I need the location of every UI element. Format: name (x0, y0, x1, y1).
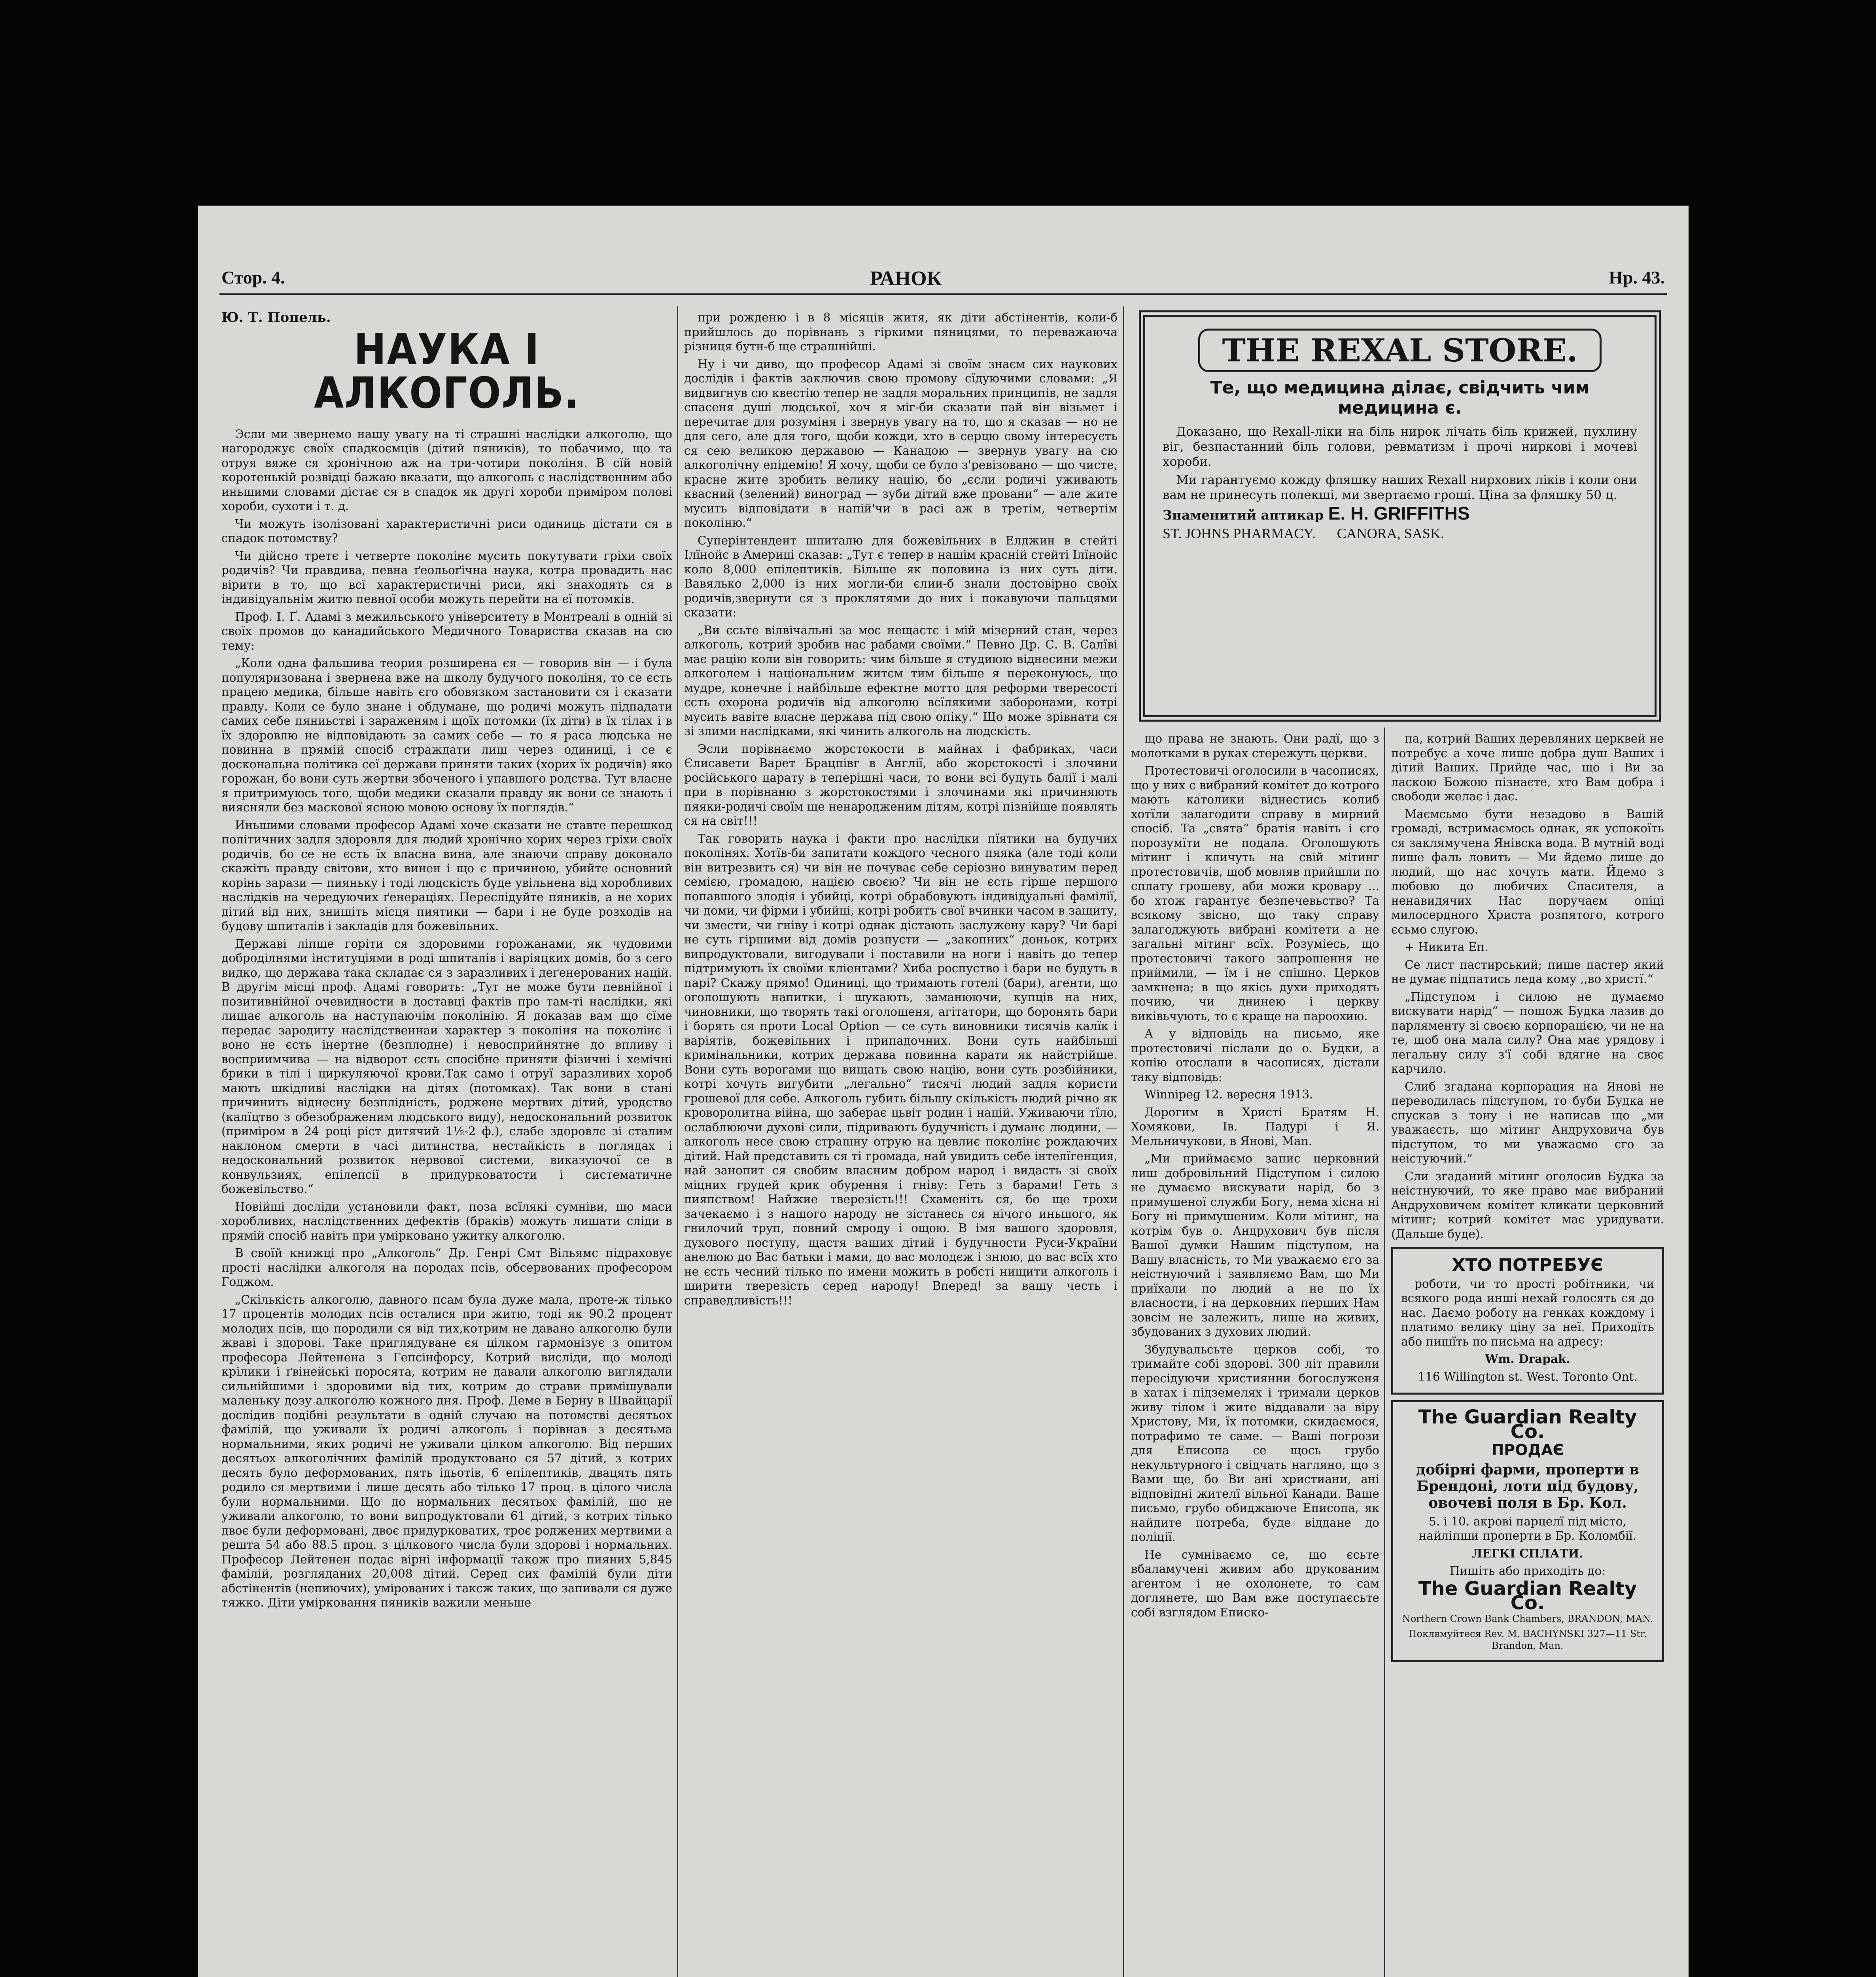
article-paragraph: В своїй книжці про „Алкоголь“ Др. Генрі Смт Вільямс підраховує прості наслідки алкоголя на породах псів, обсервованих професором Годжом. (221, 1246, 672, 1289)
wanted-ad (1391, 1247, 1664, 1395)
article-paragraph: Эсли порівнаємо жорстокости в майнах і фабриках, часи Єлисавети Варет Брацпівг в Англії, або жорстокості і злочини російського царату в теперішні часи, то вони всі будуть балії і малі при в порівнаню з жорстокостями і злочинами які причиняють пяяки-родичі своїм ще ненародженим дітям, котрі пізнійше появлять ся на світ!!! (684, 742, 1118, 828)
article-paragraph: „Коли одна фальшива теория розширена єя — говорив він — і була популяризована і звернена вже на школу будучого поколіня, то се єсть працею медика, більше навіть єго обовязком застановити ся і сказати правду. Коли се було знане і обдумане, що родичі можуть підпадати самих себе пяниьстві і зараженям і щоїх потомки (їх діти) в їх тілах і в їх здоровлю не відповідають за самих себе — то я раса людська не повинна в прямій спосіб страждати лиш через одиниці, і се є доскональна політика сеї держави приняти таких (хорих їх родичів) яко горожан, бо вони суть жертви збоченого і упавшого родства. Тут власне я притримуюсь того, щоби медики сказали правду як вони се знають і виясняли без маскової ясною мовою основу їх поглядів.“ (221, 656, 672, 814)
article-paragraph: Ну і чи диво, що професор Адамі зі своїм знаєм сих наукових дослідів і фактів заключив свою промову сїдуючими словами: „Я видвигнув сю квестію тепер не задля моральних принципів, не задля спасеня душі людської, хоч я міг-би сказати пай він візьмет і перечитає для розуміня і звернув увагу на то, що я сказав — но не для сего, але для того, щоби кожди, хто в серцю свому інтересуєть ся сею великою державою — Канадою — звернув увагу на сю алкоголічну епідемію! Я хочу, щоби се було з'ревізовано — що чисте, красне жите зробить велику націю, бо „єсли родичі уживають квасний (зелений) виноград — зуби дітий вже провани“ — але жите мусить відповідати в напій'чи в расі аж в третім, четвертім поколіню.“ (684, 357, 1118, 529)
article-column-1 (221, 310, 672, 1977)
article-paragraph: при рожденю і в 8 місяців житя, як діти абстінентів, коли-б прийшлось до порівнань з гіркими пяницями, то переважаюча різниця бутн-б ще страшнійші. (684, 311, 1118, 353)
letter-paragraph: „Ми приймаємо запис церковний лиш добровільний Підступом і силою не думаємо вискувати нарід, бо з примушеної служби Богу, нема хісна ні Богу ні примушеним. Коли мітинг, на котрім був о. Андрухович був після Вашої думки Нашим підступом, на Вашу власність, то Ми уважаємо єго за неістнуючий і заявляємо Вам, що Ми приїхали по людий а не по їх власности, і на дерковних перших Нам зовсім не залежить, лише на живих, збудованих з духових людий. (1131, 1152, 1379, 1338)
letter-paragraph: Не сумніваємо се, що єсьте вбаламучені живим або друкованим агентом і не охолонете, то сам доглянете, що Вам вже поступаєсьте собі взглядом Еписко- (1131, 1548, 1379, 1619)
newspaper-page (198, 206, 1689, 1977)
article-paragraph: Суперінтендент шпиталю для божевільних в Елджин в стейті Ілїнойс в Америці сказав: „Тут є тепер в нашім красній стейті Ілїнойс коло 8,000 епілептиків. Більше як половина із них суть діти. Вавялько 2,000 із них могли-би єлии-б знали достовірно своїх родичів,звернути ся з проклятями до них і покавуючи пальцями сказати: (684, 533, 1118, 619)
guardian-office: Northern Crown Bank Chambers, BRANDON, MAN. (1402, 1613, 1653, 1624)
letter-paragraph: Протестовичі оголосили в часописях, що у них є вибраний комітет до котрого мають католики віднестись колиб хотїли залагодити справу в мирний спосіб. Та „свята“ братія навіть і єго порозумїти не подала. Оголошують мітинг і кличуть на свій мітинг протестовичів, щоб мовляв прийшли по сплату грошеву, аби можи кровару ... бо хтож гарантує безпечевьство? Та всякому звісно, що таку справу залагоджують вибрані комітети а не загальні мітинг всїх. Розуміесь, що протестовичі такого запрошення не приймили, — їм і не спішно. Церков замкнена; в що якісь духи приходять почию, чи днинею і церкву виківьчують, то є краще на пароохию. (1131, 764, 1379, 1023)
page-number: Стор. 4. (221, 267, 285, 287)
wanted-title: ХТО ПОТРЕБУЄ (1452, 1255, 1604, 1275)
article-column-2 (684, 310, 1118, 1977)
header-rule (219, 293, 1667, 295)
wanted-body: роботи, чи то прості робітники, чи всякого рода инші нехай голосять ся до нас. Даємо роботу на генках кождому і платимо велику ціну за неї. Приходїть або пишїть по письма на адресу: (1401, 1277, 1654, 1348)
rexal-guarantee: Ми гарантуємо кожду фляшку наших Rexall нирхових ліків і коли они вам не принесуть полекші, ми звертаємо гроші. Ціна за фляшку 50 ц. (1163, 473, 1637, 502)
column-rule (1123, 306, 1124, 1977)
pharmacy-town: CANORA, SASK. (1337, 525, 1444, 541)
running-header (221, 267, 1665, 295)
guardian-sale: ПРОДАЄ (1491, 1441, 1564, 1459)
guardian-line1: добірні фарми, проперти в Брендоні, лоти під будову, овочеві поля в Бр. Кол. (1416, 1461, 1639, 1511)
letter-paragraph: Слиб згадана корпорация на Янові не переводилась підступом, то буби Будка не спускав з тону і не написав що „ми уважаєсть, що мітинг Андруховича був підступом, то ми уважаємо єго за неістуючий.“ (1391, 1079, 1664, 1165)
letter-paragraph: Сли згаданий мітинг оголосив Будка за неістнуючий, то яке право має вибраний Андруховичем комітет кликати церковний мітинг; котрий комітет має уридувати. (Дальше буде). (1391, 1169, 1664, 1241)
article-paragraph: Эсли ми звернемо нашу увагу на ті страшні наслідки алкоголю, що нагороджує своїх спадкоємців (дітий пяників), то побачимо, що та отруя вяже ся хронічною аж на три-чотири поколіня. В сїй новій коротенькій розвідці бажаю вказати, що алкоголь є наслідственним або иньшими словами дістає ся в спадок як другі хороби приміром полові хороби, сухоти і т. д. (221, 427, 672, 513)
letter-paragraph: + Никита Еп. (1405, 940, 1488, 954)
article-paragraph: Чи можуть ізолізовані характеристичні риси одиниць дістати ся в спадок потомству? (221, 517, 672, 545)
article-paragraph: „Скількість алкоголю, давного псам була дуже мала, проте-ж тілько 17 процентів молодих псів осталися при житю, тоді як 90.2 процент молодих псів, що породили ся від тих,котрим не давано алкоголю були жваві і здорові. Таке приглядуване єя цілком гармонізує з опитом професора Лейтенена з Гепсінфорсу, Котрий висліди, що молоді крілики і ґвінейські поросята, котрим не давали алкоголю виглядали сильнійшими і здоровими від тих, котрим до страви примішували маленьку дозу алкоголю кожного дня. Проф. Деме в Берну в Швайцарії дослідив подібні результати в одній случаю на потомстві десятьох фамілій, що уживали їх родичі алкоголь і порівнав з десятьма нормальними, яких родичі не уживали цілком алкоголю. Від перших десятьох алкоголічних фамілій продуктовано ся 57 дітий, з котрих десять було деформованих, пять ідьотів, 6 епілептиків, двацять пять родило ся мертвими і лише десять або тілько 17 проц. в цілого числа були нормальними. Що до нормальних десятьох фамілій, що не уживали алкоголю, то вони випродуктовали 61 дітий, з котрих тілько двоє були деформовані, двоє придурковатих, троє роджених мертвими а решта 54 або 88.5 проц. з цілкового числа були здорові і нормальних. Професор Лейтенен подає вірні інформації також про пияних 5,845 фамілій, розгляданих 20,008 дітий. Серед сих фамілій були діти абстінентів (непиючих), умірованих і таксж таких, що запивали ся дуже тяжко. Діти умірковання пяників важили меньше (221, 1293, 672, 1609)
wanted-address: 116 Willington st. West. Toronto Ont. (1418, 1370, 1638, 1384)
pharmacist-name: E. H. GRIFFITHS (1328, 503, 1470, 524)
pharmacy-name: ST. JOHNS PHARMACY. (1163, 525, 1316, 541)
letter-body-col3 (1131, 731, 1379, 1620)
guardian-call: Пишіть або приходіть до: (1449, 1564, 1606, 1578)
guardian-agent: Поклвмуйтеся Rev. M. BACHYNSKI 327—11 Str. Brandon, Man. (1408, 1628, 1647, 1651)
article-paragraph: Проф. І. Ґ. Адамі з межильського університету в Монтреалі в одній зі своїх промов до канадийського Медичного Товариства сказав на сю тему: (221, 610, 672, 652)
article-paragraph: Державі ліпше горіти ся здоровими горожанами, як чудовими доброділнями інституціями в роді шпиталів і варіяцких домів, бо з сего видко, що держава така складає ся з заразливих і деґенерованих націй. В другім місці проф. Адамі говорить: „Тут не може бути певнійної і позитивнійної очевидности в доставці фактів про там-ті наслідки, які лишає алкоголь на наступаючім поколінію. Я доказав вам що сїме передає зародиту наслідственнаи характер з поколіня на поколінє і воно не єсть інертне (безплодне) і невосприйнятне до впливу і восприимчива — на відворот єсть спосібне приняти фізичні і хемічні брики в тілі і циркуляючої крови.Так само і отруї заразливих хороб мають шкідливі наслідки на дітях (потомках). Так вони в стані причинить віднесну безплідність, роджене мертвих дітий, уродство (калїцтво з обезображеним людського виду), недоскональний розвиток (приміром в 24 році ріст дитячий 1½-2 ф.), слабе здоровлє зі сталим наклоном смерти в часі дитинства, нестайкість в поглядах і недоскональний розвиток нервової системи, виказуючої се в конвульзиях, епілепсії в придурковатости і систематичне божевільство.“ (221, 937, 672, 1196)
letter-paragraph: Маємсьмо бути незадово в Вашій громаді, встримаємось однак, як успокоїть ся заклямучена Янівска вода. В мутній воді лише фаль ловить — Ми йдемо лише до людий, що нас хочуть мати. Йдемо з любовю до любичих Спасителя, а ненавидячих Нас поручаєм опіці милосердного Христа розпятого, котрого єсьмо слугою. (1391, 807, 1664, 936)
guardian-title-2: The Guardian Realty Co. (1418, 1577, 1637, 1614)
letter-paragraph: Дорогим в Христі Братям Н. Хомякови, Ів. Падурі і Я. Мельничукови, в Янові, Man. (1131, 1105, 1379, 1148)
letter-paragraph: що права не знають. Они радї, що з молотками в руках стережуть церкви. (1131, 732, 1379, 760)
letter-column-3 (1131, 731, 1379, 1977)
guardian-terms: ЛЕГКІ СПЛАТИ. (1472, 1546, 1583, 1560)
article-paragraph: Чи дійсно третє і четверте поколінє мусить покутувати гріхи своїх родичів? Чи правдива, певна ґеольоґічна наука, котра провадить нас вірити в то, що всї характеристичні риси, які знаходять ся в індивідуальнім житю певної особи можуть перейти на єї потомків. (221, 549, 672, 606)
letter-column-4 (1391, 731, 1664, 1977)
article-paragraph: „Ви єсьте вілвічальні за моє нещастє і мій мізерний стан, через алкоголь, котрий зробив нас рабами своїми.“ Певно Др. С. В. Салїві має рацію коли він говорить: чим більше я студиюю віднесини межи алкоголем і національним житєм тим більше я переконуюсь, що мудре, конечне і найбільше ефектне мотто для реформи твересості єсть охорона родичів від алкоголю всїлякими заборонами, котрі мусить вавіте власне держава під свою опіку.“ Що може зрівнати ся зі злими наслідками, які чинить алкоголь на людскість. (684, 623, 1118, 738)
letter-paragraph: „Підступом і силою не думаємо вискувати нарід“ — пошож Будка лазив до парляменту зі своєю корпорацією, чи не на те, щоб она мала силу? Она має урядову і легальну силу з'ї собі вдягне на своє карчило. (1391, 990, 1664, 1075)
article-body-col1 (221, 427, 672, 1610)
pharmacist-label: Знаменитий аптикар (1163, 507, 1324, 523)
article-paragraph: Так говорить наука і факти про наслідки пїятики на будучих поколінях. Хотїв-би запитати кождого чесного пяяка (але тоді коли він витрезвить ся) чи він не почуває себе серіозно винуватим перед семією, громадою, нацією своєю? Чи він не єсть гірше першого попавшого злодія і убийці, котрі обрабовують індивідуальні фамілії, чи доми, чи фірми і убийці, котрі робитъ свої вчинки часом в защиту, чи змести, чи гніву і котрі однак дістають заслужену кару? Чи барі не суть гіршими від домів розпусти — „закопних“ доньок, котрих випродуктовали, вигодували і поставили на ноги і навіть до тепер підтримують їх своїми кліентами? Хиба роспуство і бари не будуть в парі? Скажу прямо! Одиниці, що тримають готелі (бари), агенти, що оголошують напитки, і шукають, заманюючи, купців на них, чиновники, що творять такі оголошеня, агітатори, що боронять бари і борять ся проти Local Option — се суть виновники тисячів калїк і варіятів, божевільних і припадочних. Вони суть найбільші кримінальники, котрих держава повинна карати як найстрійше. Вони суть ворогами що вищать свою націю, вони суть розбійники, котрі хочуть вигубити „легально“ тисячі людий задля користи грошевої для себе. Алкоголь губить більшу скількість людий річно як кроворолитна війна, що заберає цьвіт родин і націй. Уживаючи тїло, ослаблюючи духові сили, підривають будучність і думанє людини, — алкоголь несе свою страшну отрую на цевлиє поколінє рождаючих дітий. Най представить ся ті громада, най увидить себе інтелїгенция, най занопит ся свобим власним добром народ і видасть зі своїх міцних грудей крик обурення і гніву: Геть з барами! Геть з пияпством! Найжие тверезість!!! Схаменіть ся, бо ще трохи зачекаємо і з нашого народу не зістанесь ся нічого иньшого, як гнилочий труп, повний смроду і ощою. В імя вашого здоровля, духового поступу, щастя ваших дітий і будучности Руси-України анелюю до Вас батьки і мами, до вас молодєж і знюю, до вас всїх хто не єсть чесний тілько по имени можить в робсті нищити алкоголь і ширити тверезість серед народу! Вперед! за вашу честь і справедливість!!! (684, 832, 1118, 1307)
byline: Ю. Т. Попель. (221, 310, 331, 325)
column-rule (677, 306, 678, 1977)
column-rule (1384, 728, 1385, 1977)
article-paragraph: Новійші досліди установили факт, поза всїлякі сумніви, що маси хоробливих, наслідственних дефектів (браків) можуть лишати сліди в прямій спосіб навіть при умірковано ужитку алкоголю. (221, 1200, 672, 1242)
rexal-pharmacist (1163, 503, 1637, 524)
letter-paragraph: Winnipeg 12. вересня 1913. (1144, 1088, 1313, 1101)
masthead: РАНОК (870, 267, 942, 290)
issue-number: Нр. 43. (1609, 267, 1665, 287)
article-title: НАУКА І АЛКОГОЛЬ. (314, 325, 580, 418)
article-body-col2 (684, 310, 1118, 1308)
wanted-name: Wm. Drapak. (1485, 1352, 1570, 1366)
letter-paragraph: А у відповідь на письмо, яке протестовичі післали до о. Будки, а копію отослали в часописях, дістали таку відповідь: (1131, 1027, 1379, 1084)
letter-paragraph: Се лист пастирський; пише пастер який не думає підпатись леда кому ,,во христї.“ (1391, 958, 1664, 986)
guardian-line2: 5. і 10. акрові парцелї під місто, найліпши проперти в Бр. Коломбії. (1418, 1514, 1637, 1542)
guardian-ad (1391, 1400, 1664, 1662)
letter-body-col4 (1391, 731, 1664, 1241)
article-paragraph: Иньшими словами професор Адамі хоче сказати не ставте перешкод політичних задля здоровля для людий хронічно хорих через гріхи своїх родичів, бо се не єсть їх власна вина, але знаючи справу доконало скажіть правду світови, хто винен і що є причиною, убийте основний корінь зарази — пияньку і тоді людскість буде увільнена від хоробливих наслідків на чередуючих ґенераціях. Переслідуйте пяників, а не хорих дітий від них, знищіть місця пиятики — бари і не буде розходів на будову шпиталів і закладів для божевільних. (221, 818, 672, 933)
rexal-footer (1163, 526, 1637, 541)
rexal-slogan: Те, що медицина ділає, свідчить чим медицина є. (1210, 378, 1590, 418)
guardian-title: The Guardian Realty Co. (1418, 1406, 1637, 1443)
rexal-store-ad (1139, 310, 1661, 722)
letter-paragraph: па, котрий Ваших деревляних церквей не потребує а хоче лише добра душ Ваших і дітий Ваших. Прийде час, що і Ви за ласкою Божою пізнаєте, хто Вам добра і свободи желає і дає. (1391, 732, 1664, 803)
letter-paragraph: Збудувальсьте церков собі, то тримайте собі здорові. 300 літ правили пересідуючи християнни богослуженя в хатах і підземелях і тримали церков живу тілом і жите віддавали за віру Христову, Ми, їх потомки, скидаємося, потрафимо те саме. — Ваші погрози для Еписопа се щось грубо некультурного і свідчать нагляно, що з Вами ще, бо Ви ані христиани, ані відповідні жителї вільної Канади. Ваше письмо, грубо обиджаюче Еписопа, як найдите потреба, буде віддане до поліції. (1131, 1342, 1379, 1544)
rexal-body: Доказано, що Rexall-ліки на біль нирок лічать біль крижей, пухлину віг, безпастанний біль голови, ревматизм і прочі ниркові і мочеві хороби. (1163, 425, 1637, 469)
rexal-title: THE REXAL STORE. (1198, 329, 1602, 372)
